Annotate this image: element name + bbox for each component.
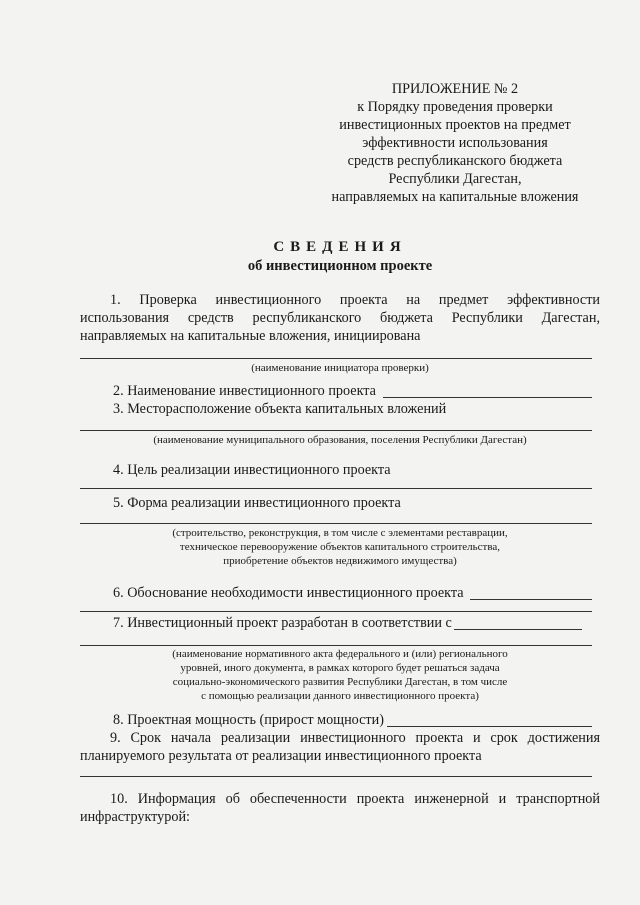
caption-developed-line: (наименование нормативного акта федерального и (или) регионального — [172, 648, 508, 660]
caption-initiator: (наименование инициатора проверки) — [251, 362, 429, 374]
item-1-text: 1. Проверка инвестиционного проекта на предмет эффективности использования средств республиканского бюджета Республики Дагестан, направляемых на капитальные вложения, инициирована — [80, 292, 600, 344]
item-2-label: 2. Наименование инвестиционного проекта — [113, 383, 376, 399]
caption-location: (наименование муниципального образования, поселения Республики Дагестан) — [153, 434, 527, 446]
fill-line-project-name[interactable] — [383, 397, 592, 398]
heading-title: СВЕДЕНИЯ — [273, 239, 407, 255]
fill-line-capacity[interactable] — [387, 726, 592, 727]
appendix-line: ПРИЛОЖЕНИЕ № 2 — [391, 81, 519, 97]
item-6-label: 6. Обоснование необходимости инвестиционного проекта — [113, 585, 464, 601]
fill-line-location[interactable] — [80, 430, 592, 431]
appendix-line: направляемых на капитальные вложения — [331, 189, 579, 205]
item-10-text: 10. Информация об обеспеченности проекта инженерной и транспортной инфраструктурой: — [80, 791, 600, 825]
fill-line-goal[interactable] — [80, 488, 592, 489]
fill-line-developed[interactable] — [80, 645, 592, 646]
fill-line-justification[interactable] — [80, 611, 592, 612]
fill-line-justification-inline[interactable] — [470, 599, 592, 600]
heading-subtitle: об инвестиционном проекте — [247, 258, 433, 274]
caption-developed-line: с помощью реализации данного инвестиционного проекта) — [201, 690, 479, 702]
caption-developed-line: социально-экономического развития Республики Дагестан, в том числе — [172, 676, 508, 688]
caption-form — [80, 526, 600, 568]
fill-line-form[interactable] — [80, 523, 592, 524]
appendix-header — [310, 80, 600, 206]
caption-form-line: (строительство, реконструкция, в том числе с элементами реставрации, — [172, 527, 508, 539]
appendix-line: инвестиционных проектов на предмет — [339, 117, 571, 133]
item-3-label: 3. Месторасположение объекта капитальных вложений — [113, 401, 447, 417]
item-5-label: 5. Форма реализации инвестиционного проекта — [113, 495, 401, 511]
caption-form-line: техническое перевооружение объектов капитального строительства, — [179, 541, 501, 553]
item-8-label: 8. Проектная мощность (прирост мощности) — [113, 712, 384, 728]
document-heading — [150, 238, 530, 276]
caption-developed-line: уровней, иного документа, в рамках которого будет решаться задача — [180, 662, 500, 674]
item-7-label: 7. Инвестиционный проект разработан в соответствии с — [113, 615, 452, 631]
caption-developed — [80, 647, 600, 703]
fill-line-initiator[interactable] — [80, 358, 592, 359]
appendix-line: средств республиканского бюджета — [347, 153, 563, 169]
appendix-line: Республики Дагестан, — [388, 171, 522, 187]
item-4-label: 4. Цель реализации инвестиционного проекта — [113, 462, 391, 478]
fill-line-developed-inline[interactable] — [454, 629, 582, 630]
appendix-line: эффективности использования — [362, 135, 548, 151]
item-9-text: 9. Срок начала реализации инвестиционного проекта и срок достижения планируемого результата от реализации инвестиционного проекта — [80, 730, 600, 764]
fill-line-timeline[interactable] — [80, 776, 592, 777]
caption-form-line: приобретение объектов недвижимого имущества) — [223, 555, 457, 567]
appendix-line: к Порядку проведения проверки — [357, 99, 553, 115]
